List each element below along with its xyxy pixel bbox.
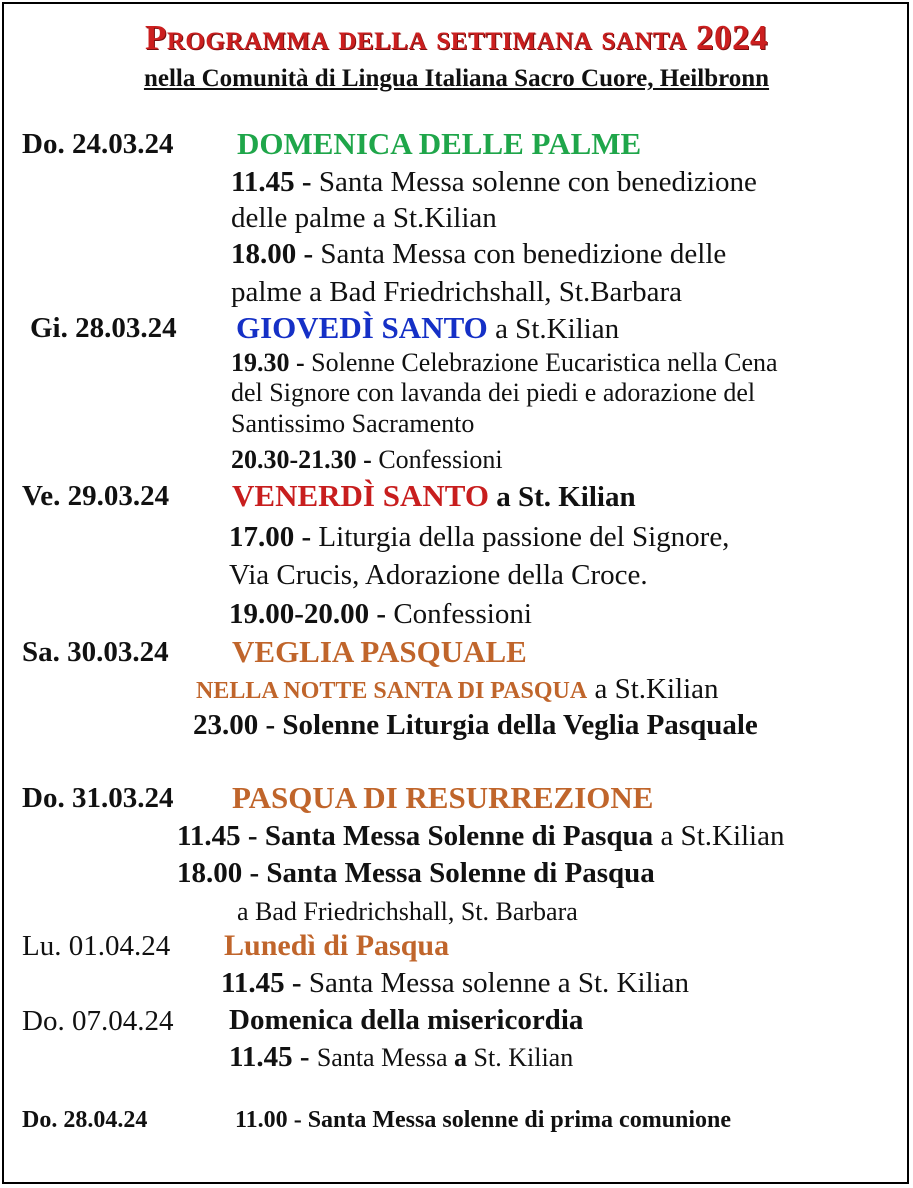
event-time: 17.00 — [229, 521, 295, 553]
event-date: Do. 24.03.24 — [22, 128, 174, 160]
event-title: VENERDÌ SANTO — [232, 478, 489, 513]
event-location: a St.Kilian — [487, 313, 620, 345]
event-time: 11.45 — [231, 166, 295, 198]
event-date: Do. 31.03.24 — [22, 782, 174, 814]
event-line: delle palme a St.Kilian — [231, 202, 497, 234]
event-heading — [236, 312, 619, 344]
event-line: 17.00 - Liturgia della passione del Signore, — [229, 521, 730, 553]
event-line: 20.30-21.30 - Confessioni — [231, 445, 503, 474]
event-date: Do. 28.04.24 — [22, 1107, 148, 1133]
event-line: 11.45 - Santa Messa solenne a St. Kilian — [221, 967, 689, 999]
event-title: DOMENICA DELLE PALME — [237, 126, 642, 161]
event-date: Lu. 01.04.24 — [22, 930, 171, 962]
event-date: Gi. 28.03.24 — [30, 312, 177, 344]
event-line: 19.00-20.00 - Confessioni — [229, 598, 532, 630]
event-title: GIOVEDÌ SANTO — [236, 310, 488, 345]
event-time: 20.30-21.30 — [231, 445, 357, 474]
page-title: Programma della settimana santa 2024 — [144, 18, 769, 57]
event-time: 19.00-20.00 — [229, 598, 370, 630]
event-time: 23.00 — [193, 709, 259, 741]
event-line: a Bad Friedrichshall, St. Barbara — [237, 897, 578, 926]
event-time: 11.45 — [177, 820, 241, 852]
event-line: Via Crucis, Adorazione della Croce. — [229, 559, 648, 591]
event-time: 11.45 — [229, 1041, 293, 1073]
event-heading — [232, 480, 636, 512]
event-location: a St. Kilian — [488, 481, 636, 513]
event-time: 18.00 — [177, 857, 243, 889]
event-date: Sa. 30.03.24 — [22, 636, 169, 668]
event-line: 11.00 - Santa Messa solenne di prima comunione — [235, 1107, 732, 1133]
event-line: NELLA NOTTE SANTA DI PASQUA a St.Kilian — [196, 673, 719, 705]
event-date: Do. 07.04.24 — [22, 1005, 174, 1037]
event-highlight: NELLA NOTTE SANTA DI PASQUA — [196, 678, 588, 704]
event-line: 19.30 - Solenne Celebrazione Eucaristica nella Cena — [231, 348, 778, 377]
event-line: Santissimo Sacramento — [231, 409, 475, 438]
event-line: palme a Bad Friedrichshall, St.Barbara — [231, 276, 682, 308]
event-line: 11.45 - Santa Messa a St. Kilian — [229, 1041, 574, 1073]
event-line: 18.00 - Santa Messa Solenne di Pasqua — [177, 857, 655, 889]
event-time: 19.30 — [231, 348, 290, 377]
event-time: 11.45 — [221, 967, 285, 999]
event-title: VEGLIA PASQUALE — [232, 634, 527, 669]
event-time: 11.00 — [235, 1107, 288, 1133]
event-line: 11.45 - Santa Messa Solenne di Pasqua a St.Kilian — [177, 820, 785, 852]
event-line: 18.00 - Santa Messa con benedizione delle — [231, 238, 727, 270]
event-time: 18.00 — [231, 238, 297, 270]
event-line: 23.00 - Solenne Liturgia della Veglia Pasquale — [193, 709, 758, 741]
event-date: Ve. 29.03.24 — [22, 480, 170, 512]
page-subtitle: nella Comunità di Lingua Italiana Sacro Cuore, Heilbronn — [143, 65, 770, 92]
event-line: del Signore con lavanda dei piedi e adorazione del — [231, 378, 756, 407]
event-title: PASQUA DI RESURREZIONE — [232, 780, 654, 815]
event-line: 11.45 - Santa Messa solenne con benedizione — [231, 166, 757, 198]
event-title: Domenica della misericordia — [229, 1004, 584, 1036]
event-title: Lunedì di Pasqua — [224, 929, 450, 962]
